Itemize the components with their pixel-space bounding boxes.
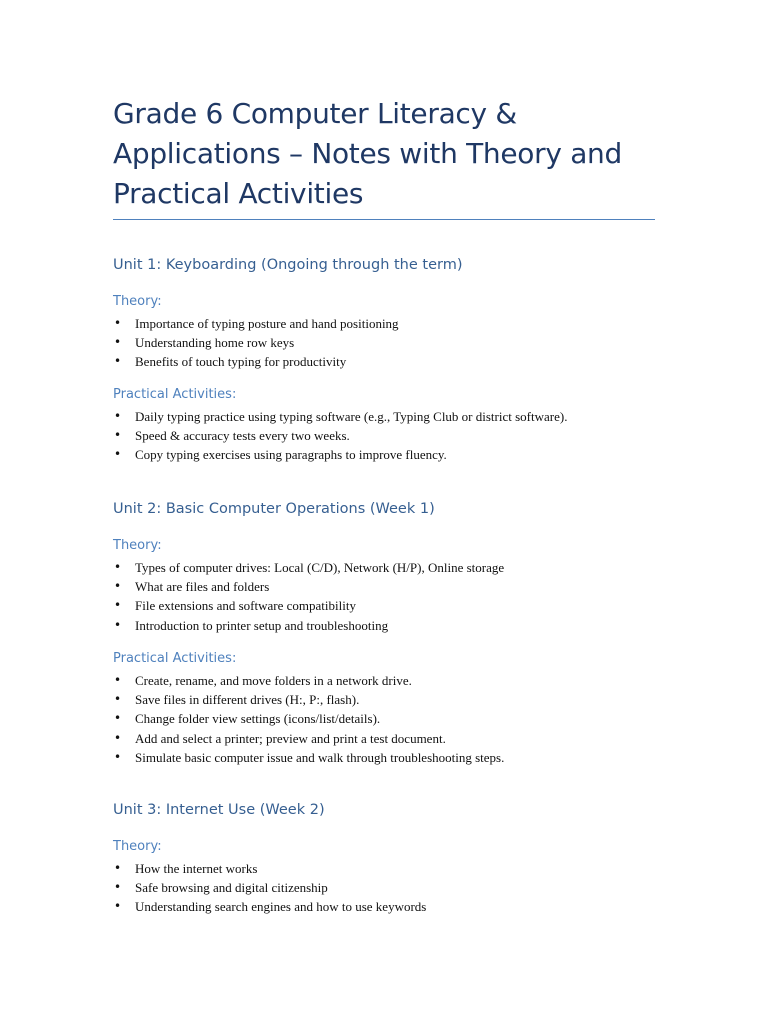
list-item: • Copy typing exercises using paragraphs to improve fluency. [114, 447, 447, 463]
list-item: • Benefits of touch typing for productivity [114, 354, 347, 370]
list-item: • Understanding search engines and how to use keywords [114, 899, 427, 915]
list-item: • Types of computer drives: Local (C/D), Network (H/P), Online storage [114, 560, 505, 575]
unit-3-theory-list [113, 859, 426, 917]
unit-2-practical-list [113, 671, 504, 767]
unit-3-theory-label: Theory: [113, 839, 162, 854]
bullet-icon: • [114, 730, 122, 745]
list-item: • File extensions and software compatibility [114, 598, 356, 614]
bullet-icon: • [114, 711, 122, 726]
unit-2-practical-label: Practical Activities: [113, 651, 237, 666]
list-item: • Add and select a printer; preview and print a test document. [114, 730, 446, 746]
list-item: • Importance of typing posture and hand positioning [114, 316, 399, 331]
unit-1-heading: Unit 1: Keyboarding (Ongoing through the term) [113, 257, 463, 273]
list-item: • Simulate basic computer issue and walk through troubleshooting steps. [114, 749, 505, 765]
list-item: • Introduction to printer setup and troubleshooting [114, 617, 389, 633]
title-underline-rule [113, 219, 655, 220]
list-item: • Understanding home row keys [114, 335, 295, 351]
bullet-icon: • [114, 899, 122, 914]
bullet-icon: • [114, 673, 122, 687]
bullet-icon: • [114, 579, 122, 594]
bullet-icon: • [114, 560, 122, 574]
bullet-icon: • [114, 335, 122, 350]
title-line-1: Grade 6 Computer Literacy & [113, 97, 517, 130]
list-item: • How the internet works [114, 861, 258, 876]
title-line-2: Applications – Notes with Theory and [113, 137, 622, 170]
list-item: • Save files in different drives (H:, P:, flash). [114, 692, 360, 708]
bullet-icon: • [114, 354, 122, 369]
list-item: • Daily typing practice using typing software (e.g., Typing Club or district software). [114, 409, 568, 424]
list-item: • Speed & accuracy tests every two weeks. [114, 428, 350, 444]
bullet-icon: • [114, 880, 122, 895]
unit-2-heading: Unit 2: Basic Computer Operations (Week 1) [113, 501, 435, 517]
bullet-icon: • [114, 428, 122, 443]
bullet-icon: • [114, 598, 122, 613]
list-item: • Create, rename, and move folders in a network drive. [114, 673, 412, 688]
unit-1-practical-label: Practical Activities: [113, 387, 237, 402]
unit-1-practical-list [113, 407, 567, 465]
list-item: • What are files and folders [114, 579, 270, 595]
document-title [113, 94, 673, 214]
list-item: • Safe browsing and digital citizenship [114, 880, 328, 896]
bullet-icon: • [114, 617, 122, 632]
unit-1-theory-list [113, 314, 399, 372]
bullet-icon: • [114, 316, 122, 330]
unit-2-theory-list [113, 558, 504, 635]
bullet-icon: • [114, 861, 122, 875]
title-line-3: Practical Activities [113, 177, 364, 210]
unit-3-heading: Unit 3: Internet Use (Week 2) [113, 802, 325, 818]
list-item: • Change folder view settings (icons/list/details). [114, 711, 381, 727]
unit-2-theory-label: Theory: [113, 538, 162, 553]
bullet-icon: • [114, 447, 122, 462]
bullet-icon: • [114, 692, 122, 707]
unit-1-theory-label: Theory: [113, 294, 162, 309]
bullet-icon: • [114, 409, 122, 423]
bullet-icon: • [114, 749, 122, 764]
